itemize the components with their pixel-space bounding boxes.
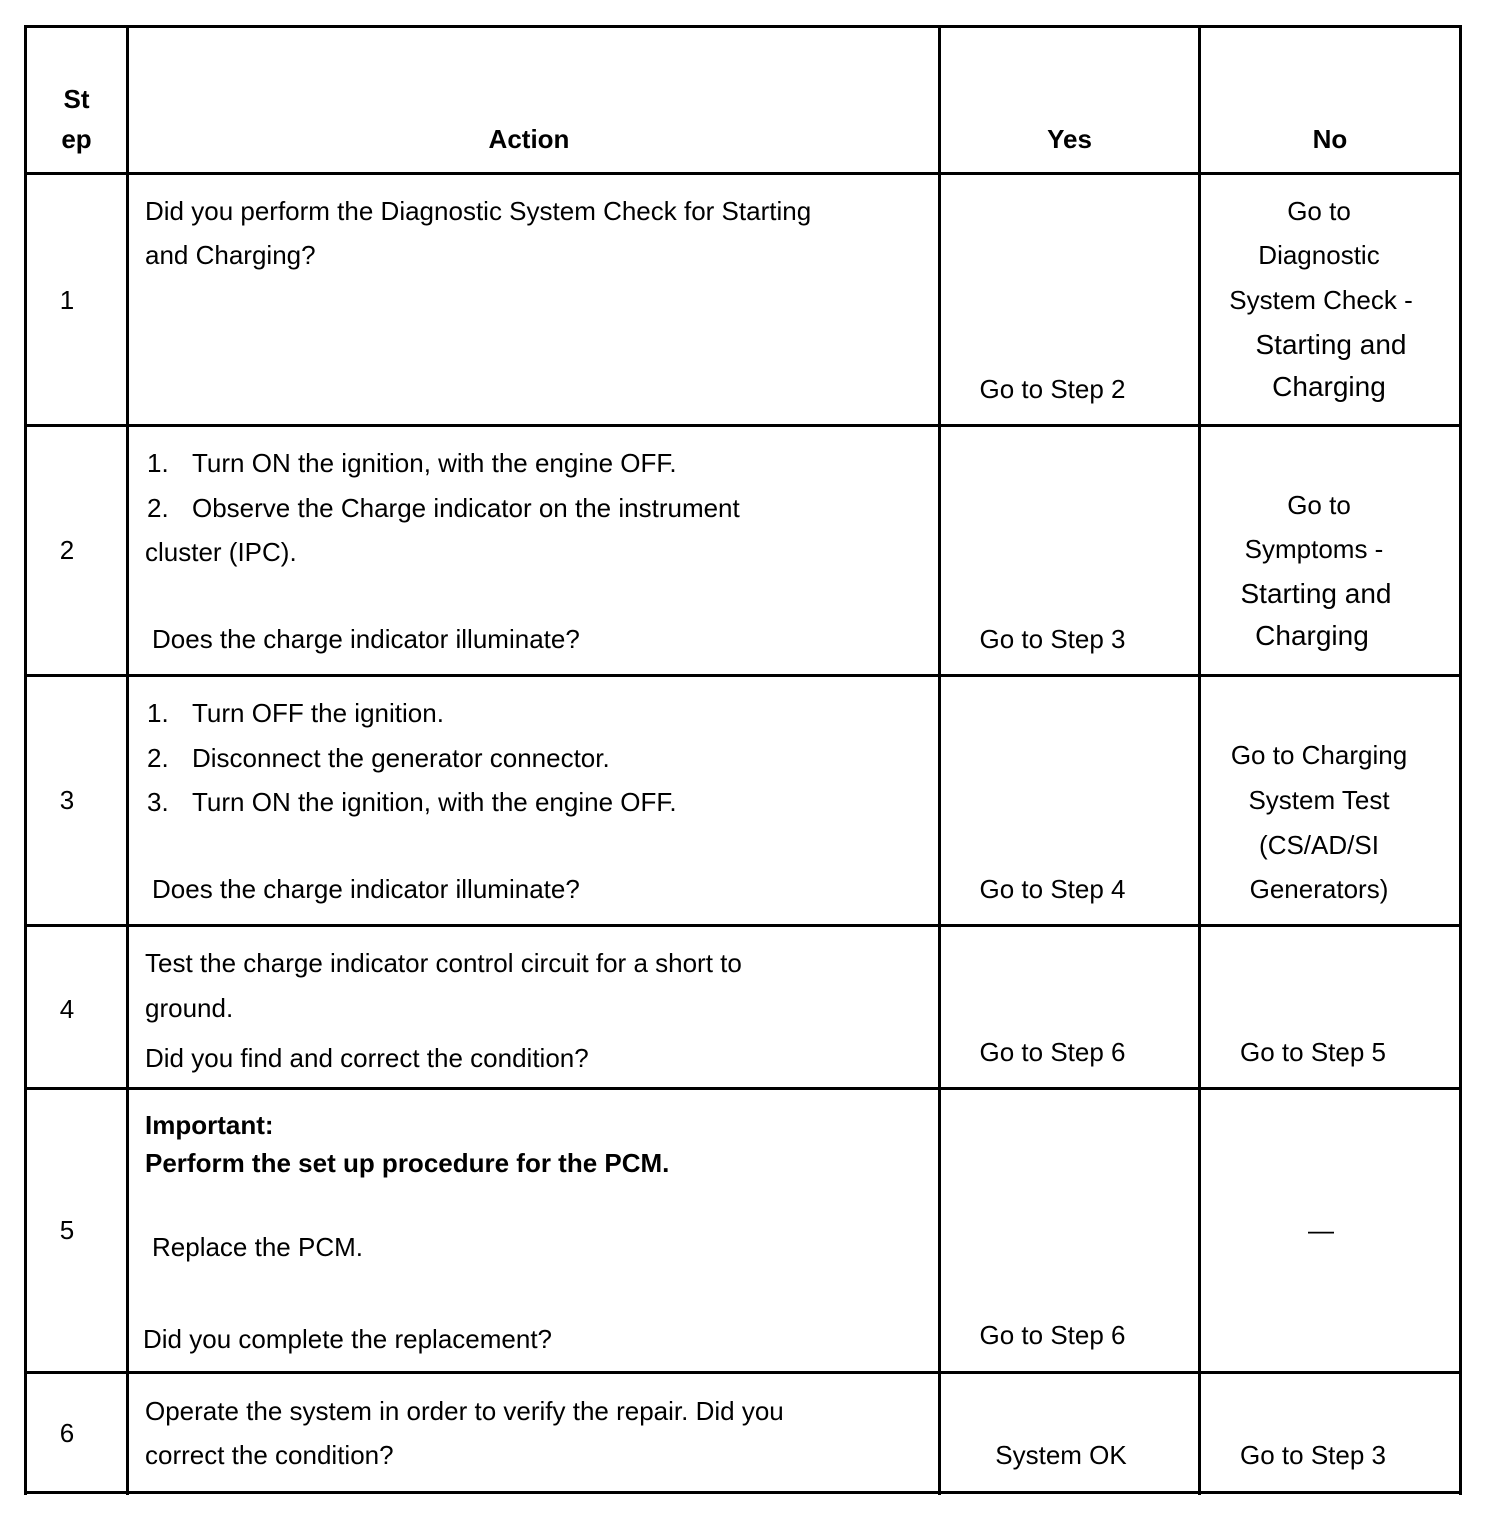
list-item: Disconnect the generator connector. [192,743,610,773]
header-step-line-2: ep [61,124,92,154]
table-border-right [1459,25,1462,1495]
yes-link[interactable]: System OK [995,1440,1127,1470]
question-text: Does the charge indicator illuminate? [152,624,580,654]
diagnostic-table [24,25,1462,1495]
action-text: and Charging? [145,240,316,270]
no-link[interactable]: Go to Step 5 [1240,1037,1386,1067]
no-link-line[interactable]: Starting and [1240,578,1392,609]
yes-link[interactable]: Go to Step 4 [979,874,1126,904]
yes-link[interactable]: Go to Step 6 [979,1037,1126,1067]
no-link-line[interactable]: Go to Charging [1230,740,1408,770]
step-number: 1 [59,285,75,315]
table-border-left [24,25,27,1495]
list-number: 1. [147,448,169,478]
yes-link[interactable]: Go to Step 6 [979,1320,1126,1350]
no-link[interactable]: Go to Step 3 [1240,1440,1386,1470]
table-border-top [24,25,1462,28]
row-divider [24,424,1462,427]
row-divider [24,674,1462,677]
important-text: Perform the set up procedure for the PCM. [145,1148,670,1178]
list-number: 2. [147,743,169,773]
step-number: 5 [59,1215,75,1245]
no-dash: — [1308,1215,1334,1245]
question-text: Does the charge indicator illuminate? [152,874,580,904]
question-text: Did you find and correct the condition? [145,1043,589,1073]
action-text: ground. [145,993,234,1023]
row-divider [24,924,1462,927]
action-text: Operate the system in order to verify the repair. Did you [145,1396,784,1426]
important-label: Important: [145,1110,274,1140]
column-divider-action [938,25,941,1495]
list-item: Turn OFF the ignition. [192,698,444,728]
yes-link[interactable]: Go to Step 3 [979,624,1126,654]
table-border-bottom [24,1491,1462,1494]
list-item: Turn ON the ignition, with the engine OFF. [192,448,677,478]
no-link-line[interactable]: Starting and [1255,329,1407,360]
action-text: Test the charge indicator control circuit for a short to [145,948,742,978]
no-link-line[interactable]: Generators) [1249,874,1389,904]
no-link-line[interactable]: Charging [1272,371,1386,402]
list-number: 1. [147,698,169,728]
list-item: Turn ON the ignition, with the engine OFF. [192,787,677,817]
no-link-line[interactable]: Symptoms - [1244,534,1384,564]
list-number: 2. [147,493,169,523]
no-link-line[interactable]: System Check - [1229,285,1413,315]
no-link-line[interactable]: Diagnostic [1258,240,1380,270]
question-text: correct the condition? [145,1440,394,1470]
no-link-line[interactable]: Charging [1255,620,1369,651]
no-link-line[interactable]: System Test [1248,785,1390,815]
header-step-line-1: St [63,84,90,114]
column-divider-step [126,25,129,1495]
instruction-text: Replace the PCM. [152,1232,363,1262]
no-link-line[interactable]: Go to [1287,490,1351,520]
yes-link[interactable]: Go to Step 2 [979,374,1126,404]
list-item: Observe the Charge indicator on the instrument [192,493,740,523]
no-link-line[interactable]: (CS/AD/SI [1259,830,1379,860]
list-item-continuation: cluster (IPC). [145,537,297,567]
step-number: 2 [59,535,75,565]
step-number: 4 [59,994,75,1024]
action-text: Did you perform the Diagnostic System Check for Starting [145,196,812,226]
step-number: 3 [59,785,75,815]
row-divider [24,1087,1462,1090]
header-no: No [1312,124,1348,154]
list-number: 3. [147,787,169,817]
no-link-line[interactable]: Go to [1287,196,1351,226]
step-number: 6 [59,1418,75,1448]
header-yes: Yes [1047,124,1092,154]
header-action: Action [488,124,570,154]
row-divider [24,1371,1462,1374]
question-text: Did you complete the replacement? [143,1324,553,1354]
row-divider [24,172,1462,175]
